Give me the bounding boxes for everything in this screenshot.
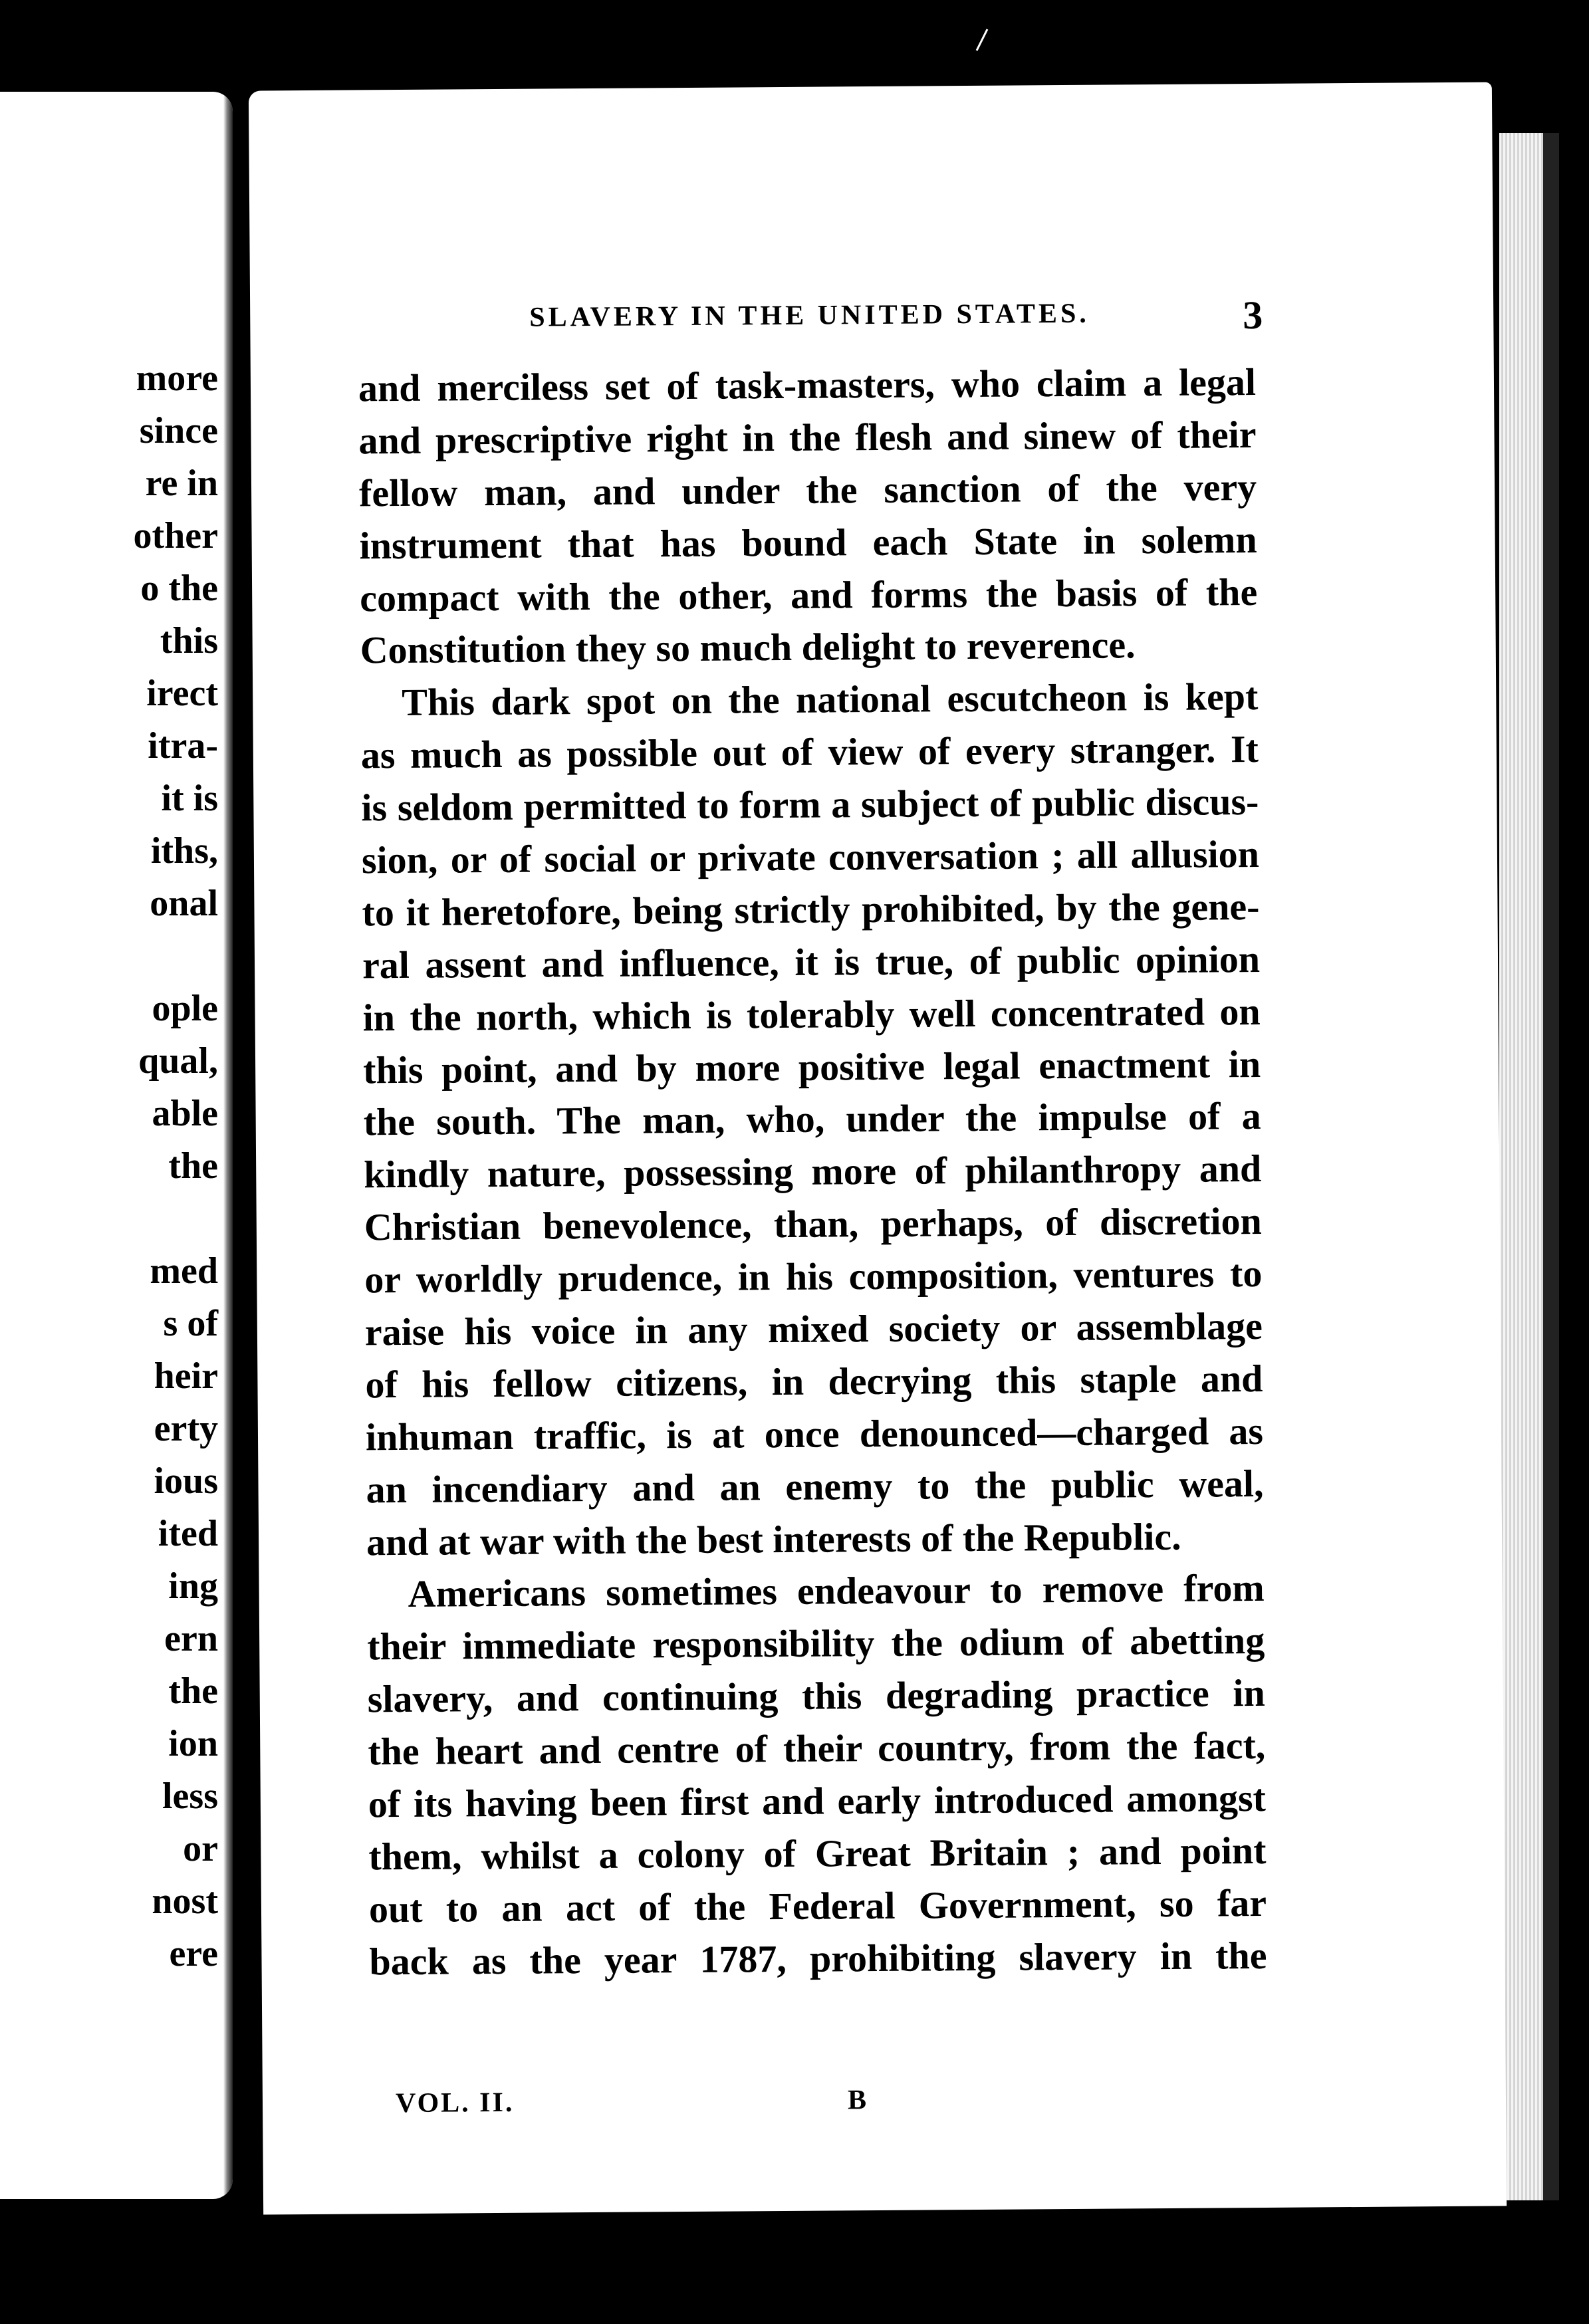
previous-page-line: other <box>133 515 218 556</box>
text-line: back as the year 1787, prohibiting slavery in the <box>369 1933 1267 1984</box>
text-line: compact with the other, and forms the basis of the <box>359 570 1258 620</box>
previous-page-line: ople <box>152 988 218 1029</box>
previous-page-line: iths, <box>150 830 218 872</box>
previous-page-line: the <box>168 1145 218 1187</box>
volume-mark: VOL. II. <box>395 2087 515 2119</box>
text-line: the south. The man, who, under the impulse of a <box>363 1094 1261 1144</box>
page-footer <box>263 2079 1506 2119</box>
previous-page-line: nost <box>152 1881 218 1922</box>
previous-page-line: or <box>183 1828 218 1869</box>
previous-page-line: ited <box>158 1513 218 1554</box>
text-line: in the north, which is tolerably well concentrated on <box>362 989 1261 1040</box>
text-line: the heart and centre of their country, from the fact, <box>368 1724 1266 1774</box>
previous-page-lines <box>133 352 218 1980</box>
text-line: of his fellow citizens, in decrying this staple and <box>365 1356 1263 1407</box>
previous-page-line: onal <box>150 883 218 924</box>
text-line: and merciless set of task-masters, who claim a legal <box>358 360 1257 410</box>
previous-page-line: s of <box>163 1303 218 1344</box>
gutter-shadow <box>223 92 233 2199</box>
text-line: raise his voice in any mixed society or assemblage <box>364 1304 1263 1354</box>
previous-page-line: the <box>168 1671 218 1712</box>
previous-page-line: ion <box>168 1723 218 1764</box>
page-stack-edges <box>1499 133 1559 2200</box>
signature-mark: B <box>847 2085 869 2116</box>
previous-page-line <box>133 930 218 983</box>
previous-page-line: ing <box>168 1566 218 1607</box>
text-line: as much as possible out of view of every stranger. It <box>360 727 1259 777</box>
paragraph <box>358 356 1258 677</box>
text-line: and at war with the best interests of the Republic. <box>366 1514 1181 1564</box>
text-line: out to an act of the Federal Government, so far <box>368 1881 1267 1931</box>
previous-page-line: this <box>160 620 218 661</box>
text-line: Constitution they so much delight to reverence. <box>360 623 1136 672</box>
text-line: Christian benevolence, than, perhaps, of discretion <box>364 1199 1263 1249</box>
text-line: fellow man, and under the sanction of the very <box>358 465 1257 515</box>
previous-page-line: med <box>150 1250 218 1292</box>
page-header <box>250 292 1493 338</box>
body-text <box>358 356 1267 1988</box>
page-number: 3 <box>1243 292 1263 338</box>
previous-page-fragment <box>0 92 233 2199</box>
previous-page-line: heir <box>154 1355 218 1397</box>
text-line: is seldom permitted to form a subject of public discus- <box>361 780 1259 830</box>
previous-page-line: ere <box>169 1933 218 1974</box>
text-line: inhuman traffic, is at once denounced—charged as <box>365 1409 1264 1459</box>
previous-page-line: more <box>136 358 218 399</box>
text-line: to it heretofore, being strictly prohibited, by the gene- <box>362 884 1260 935</box>
text-line: an incendiary and an enemy to the public weal, <box>366 1461 1264 1512</box>
scan-mark-icon <box>967 27 994 53</box>
text-line: slavery, and continuing this degrading practice in <box>367 1671 1265 1721</box>
text-line: ral assent and influence, it is true, of public opinion <box>362 937 1261 987</box>
text-line: and prescriptive right in the flesh and sinew of their <box>358 412 1257 463</box>
text-line: sion, or of social or private conversation ; all allusion <box>361 832 1260 882</box>
previous-page-line: o the <box>140 568 218 609</box>
text-line: this point, and by more positive legal enactment in <box>362 1042 1261 1092</box>
text-line: them, whilst a colony of Great Britain ; and point <box>368 1828 1267 1879</box>
previous-page-line: qual, <box>138 1040 218 1082</box>
text-line: of its having been first and early introduced amongst <box>368 1776 1267 1826</box>
previous-page-line <box>133 1193 218 1245</box>
previous-page-line: irect <box>146 673 218 714</box>
text-line: Americans sometimes endeavour to remove from <box>408 1566 1265 1616</box>
previous-page-line: erty <box>154 1408 218 1449</box>
running-head: SLAVERY IN THE UNITED STATES. <box>529 298 1090 333</box>
paragraph <box>360 671 1264 1569</box>
previous-page-line: it is <box>161 778 218 819</box>
current-page <box>249 82 1507 2215</box>
previous-page-line: since <box>139 410 218 451</box>
text-line: instrument that has bound each State in solemn <box>359 517 1257 568</box>
previous-page-line: able <box>152 1093 218 1134</box>
previous-page-line: re in <box>145 463 218 504</box>
text-line: kindly nature, possessing more of philanthropy and <box>364 1147 1262 1197</box>
text-line: or worldly prudence, in his composition, ventures to <box>364 1252 1263 1302</box>
text-line: their immediate responsibility the odium of abetting <box>366 1619 1265 1669</box>
previous-page-line: less <box>162 1776 218 1817</box>
previous-page-line: ious <box>154 1460 218 1502</box>
previous-page-line: ern <box>164 1618 218 1659</box>
previous-page-line: itra- <box>148 725 218 766</box>
text-line: This dark spot on the national escutcheon is kept <box>402 675 1259 725</box>
paragraph <box>366 1562 1267 1988</box>
